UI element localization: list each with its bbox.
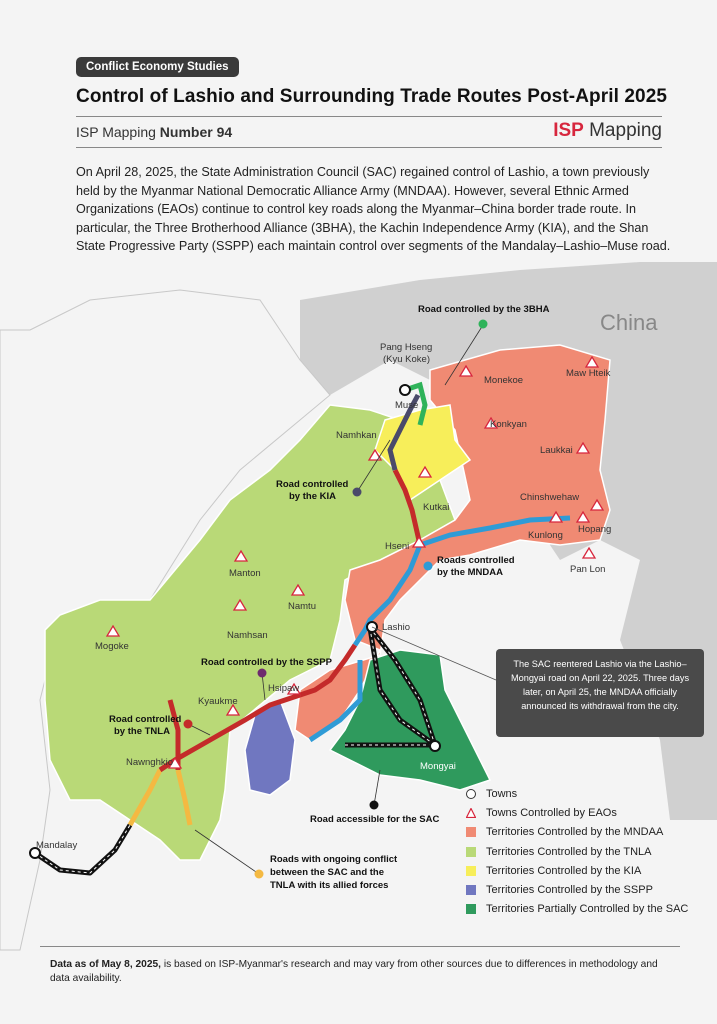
- callout-conflict-line2: between the SAC and the: [270, 867, 385, 878]
- town-label-konkyan: Konkyan: [490, 419, 527, 430]
- town-label-maw-hteik: Maw Hteik: [566, 368, 611, 379]
- callout-dot-sspp: [258, 669, 267, 678]
- town-label-manton: Manton: [229, 568, 261, 579]
- legend-triangle-icon: [466, 808, 476, 818]
- callout-dot-kia: [353, 488, 362, 497]
- series-label: ISP Mapping Number 94: [76, 124, 233, 140]
- town-label-namhsan: Namhsan: [227, 630, 268, 641]
- legend-swatch-sspp: [466, 885, 476, 895]
- intro-paragraph: On April 28, 2025, the State Administration Council (SAC) regained control of Lashio, a town previously held by the Myanmar National Democratic Alliance Army (MNDAA). However, several Ethnic Armed Organizations (EAOs) continue to control key roads along the Myanmar–China border trade route. In particular, the Three Brotherhood Alliance (3BHA), the Kachin Independence Army (KIA), and the Shan State Progressive Party (SSPP) each maintain control over segments of the Mandalay–Lashio–Muse road.: [76, 165, 671, 254]
- legend-circle-icon: [466, 789, 476, 799]
- legend-item-sac: Territories Partially Controlled by the SAC: [466, 900, 688, 919]
- callout-dot-conflict: [255, 870, 264, 879]
- callout-tnla-line2: by the TNLA: [114, 726, 170, 737]
- town-marker-pan-lon: [583, 548, 595, 558]
- callout-sspp: Road controlled by the SSPP: [201, 657, 332, 668]
- town-label-mogoke: Mogoke: [95, 641, 129, 652]
- town-label-pan-lon: Pan Lon: [570, 564, 606, 575]
- legend-swatch-kia: [466, 866, 476, 876]
- callout-kia-line2: by the KIA: [289, 491, 336, 502]
- town-label-kyu-koke: (Kyu Koke): [383, 354, 430, 365]
- callout-conflict-line3: TNLA with its allied forces: [270, 880, 389, 891]
- town-label-lashio: Lashio: [382, 622, 410, 633]
- legend-item-tnla: Territories Controlled by the TNLA: [466, 842, 688, 861]
- callout-sac: Road accessible for the SAC: [310, 814, 440, 825]
- town-label-chinshwehaw: Chinshwehaw: [520, 492, 580, 503]
- footer-divider: [40, 946, 680, 947]
- legend-item-sspp: Territories Controlled by the SSPP: [466, 880, 688, 899]
- town-label-namhkan: Namhkan: [336, 430, 377, 441]
- map-legend: [466, 784, 688, 919]
- brand-logo: ISP Mapping: [553, 120, 662, 141]
- lashio-note-box: The SAC reentered Lashio via the Lashio–Mongyai road on April 22, 2025. Three days later, on April 25, the MNDAA officially announced its withdrawal from the city.: [496, 649, 704, 737]
- callout-dot-3bha: [479, 320, 488, 329]
- legend-swatch-tnla: [466, 847, 476, 857]
- china-label: China: [600, 310, 658, 335]
- town-label-hopang: Hopang: [578, 524, 612, 535]
- town-label-monekoe: Monekoe: [484, 375, 524, 386]
- callout-tnla-line1: Road controlled: [109, 714, 182, 725]
- callout-mndaa-line1: Roads controlled: [437, 555, 515, 566]
- town-label-kunlong: Kunlong: [528, 530, 563, 541]
- legend-item-towns: Towns: [466, 784, 688, 803]
- town-label-hsipaw: Hsipaw: [268, 683, 300, 694]
- town-label-nawnghkio: Nawnghkio: [126, 757, 173, 768]
- town-circle-mongyai: [430, 741, 440, 751]
- legend-item-mndaa: Territories Controlled by the MNDAA: [466, 823, 688, 842]
- town-label-hseni: Hseni: [385, 541, 410, 552]
- callout-3bha: Road controlled by the 3BHA: [418, 304, 550, 315]
- legend-item-eao-towns: Towns Controlled by EAOs: [466, 803, 688, 822]
- callout-dot-mndaa: [424, 562, 433, 571]
- callout-conflict-line1: Roads with ongoing conflict: [270, 854, 398, 865]
- town-label-kyaukme: Kyaukme: [198, 696, 238, 707]
- callout-mndaa-line2: by the MNDAA: [437, 567, 503, 578]
- town-label-pang-hseng: Pang Hseng: [380, 342, 433, 353]
- divider-bottom: [76, 147, 662, 148]
- legend-swatch-mndaa: [466, 827, 476, 837]
- town-label-muse: Muse: [395, 400, 419, 411]
- callout-dot-sac: [370, 801, 379, 810]
- callout-kia-line1: Road controlled: [276, 479, 349, 490]
- town-label-mandalay: Mandalay: [36, 840, 78, 851]
- category-tag: Conflict Economy Studies: [76, 57, 239, 77]
- town-label-laukkai: Laukkai: [540, 445, 573, 456]
- town-label-kutkai: Kutkai: [423, 502, 450, 513]
- legend-item-kia: Territories Controlled by the KIA: [466, 861, 688, 880]
- town-circle-muse: [400, 385, 410, 395]
- town-label-namtu: Namtu: [288, 601, 316, 612]
- footer-note: Data as of May 8, 2025, is based on ISP-Myanmar's research and may vary from other sources due to differences in methodology and data availability.: [50, 959, 658, 984]
- callout-dot-tnla: [184, 720, 193, 729]
- page-title: Control of Lashio and Surrounding Trade Routes Post-April 2025: [76, 86, 668, 107]
- legend-swatch-sac: [466, 904, 476, 914]
- town-label-mongyai: Mongyai: [420, 761, 456, 772]
- divider-top: [76, 116, 662, 117]
